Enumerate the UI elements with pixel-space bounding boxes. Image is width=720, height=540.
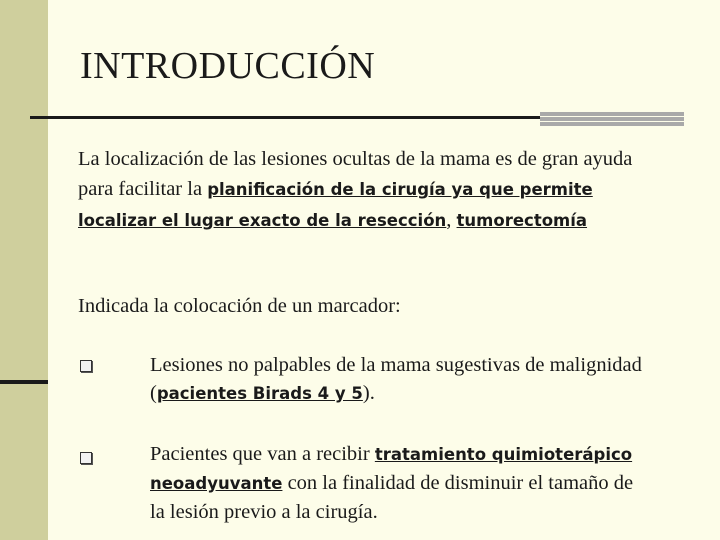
intro-paragraph: [78, 144, 658, 236]
slide-title: INTRODUCCIÓN: [80, 45, 376, 87]
list-item-emphasis: tratamiento quimioterápico neoadyuvante: [150, 445, 633, 493]
bullet-square-icon: [80, 452, 92, 464]
intro-tumorectomy: tumorectomía: [456, 211, 588, 230]
list-item-text-end: con la finalidad de disminuir el tamaño de la lesión previo a la cirugía.: [150, 472, 634, 523]
intro-emphasis: planificación de la cirugía ya que permite localizar el lugar exacto de la resección: [78, 180, 593, 230]
list-item-text-end: ).: [362, 382, 375, 404]
list-item-text: Lesiones no palpables de la mama sugestivas de malignidad (: [150, 354, 642, 404]
indication-paragraph: Indicada la colocación de un marcador:: [78, 295, 401, 317]
intro-comma: ,: [446, 209, 457, 231]
side-bar-accent-line: [0, 380, 48, 384]
side-bar-decoration: [0, 0, 48, 540]
title-rule-dark: [30, 116, 540, 119]
bullet-square-icon: [80, 360, 92, 372]
title-rule-gray: [540, 112, 684, 126]
intro-text: La localización de las lesiones ocultas de la mama es de gran ayuda para facilitar la: [78, 148, 633, 200]
list-item: [150, 351, 650, 408]
list-item-text: Pacientes que van a recibir: [150, 443, 375, 465]
list-item-emphasis: pacientes Birads 4 y 5: [156, 384, 363, 403]
list-item: [150, 440, 650, 526]
